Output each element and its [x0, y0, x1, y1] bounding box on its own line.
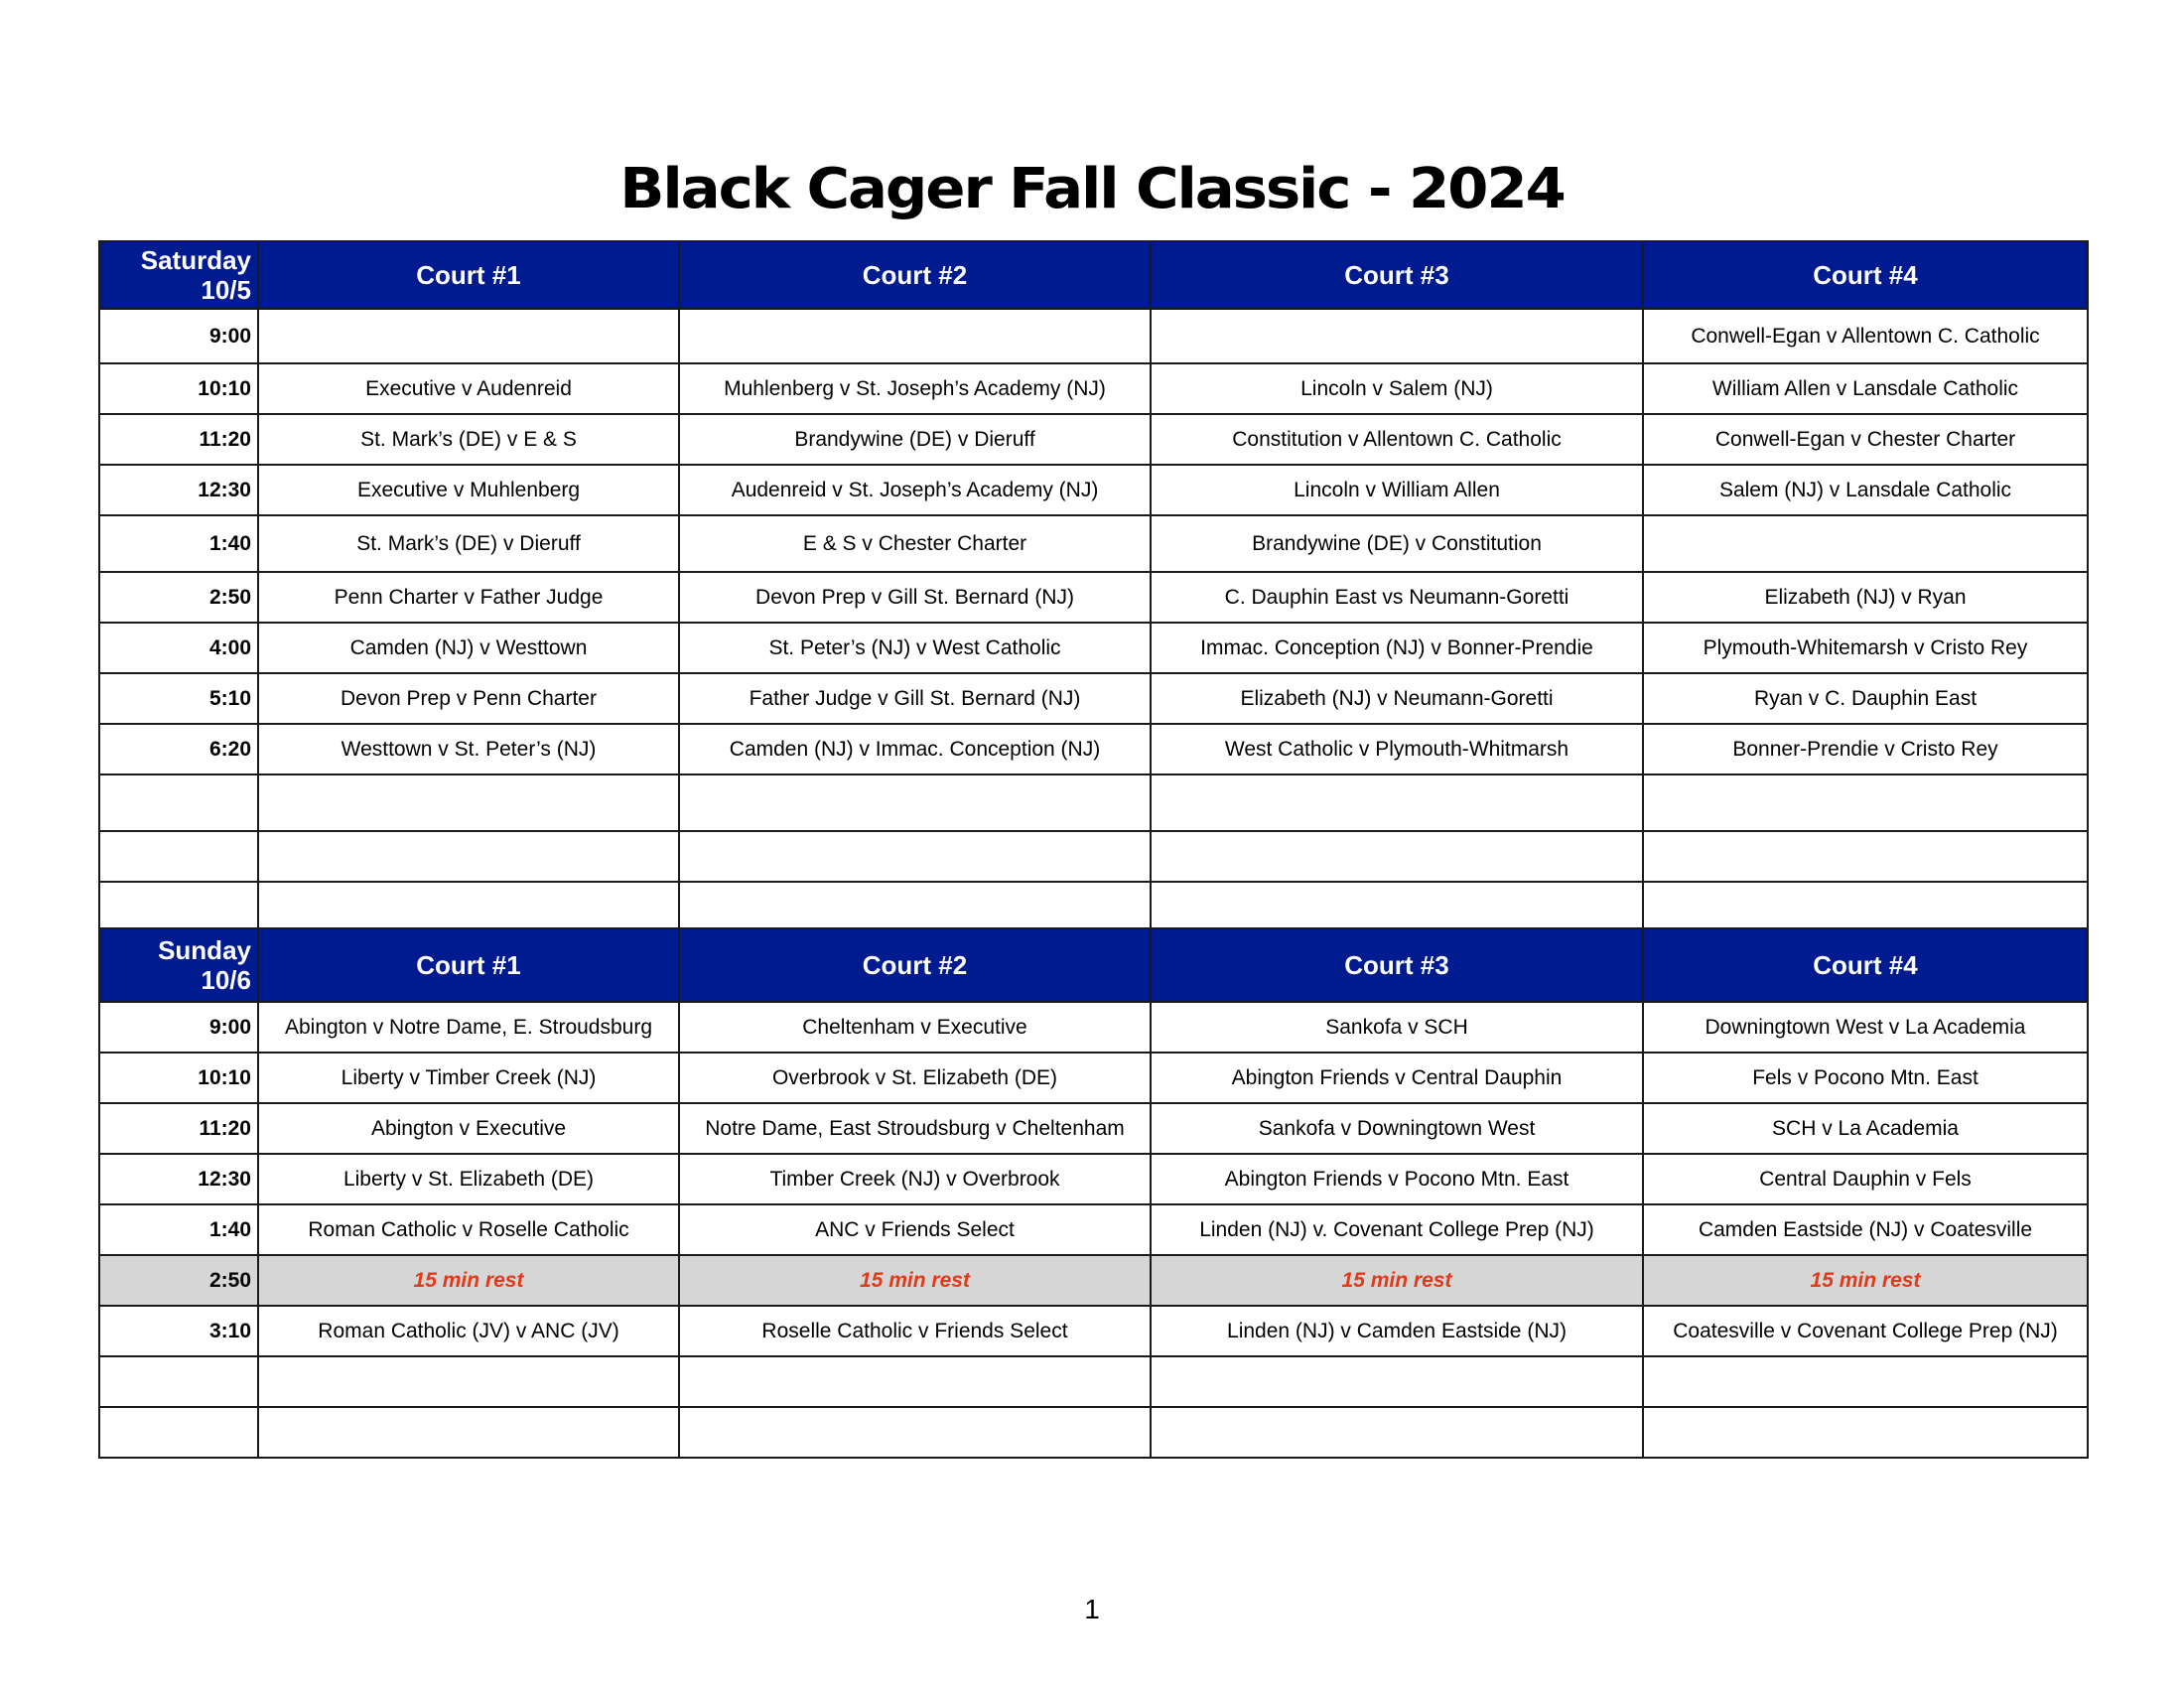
time-cell: 6:20: [99, 724, 258, 774]
time-cell: 5:10: [99, 673, 258, 724]
game-cell: Elizabeth (NJ) v Neumann-Goretti: [1151, 673, 1643, 724]
day-name: Sunday: [158, 935, 251, 965]
game-cell: [258, 831, 679, 882]
game-cell: Abington v Notre Dame, E. Stroudsburg: [258, 1002, 679, 1053]
game-cell: Father Judge v Gill St. Bernard (NJ): [679, 673, 1151, 724]
game-cell: Sankofa v SCH: [1151, 1002, 1643, 1053]
table-row: [99, 414, 2088, 465]
rest-note-cell: 15 min rest: [679, 1255, 1151, 1306]
game-cell: [1643, 774, 2088, 831]
game-cell: [679, 1407, 1151, 1458]
game-cell: Liberty v St. Elizabeth (DE): [258, 1154, 679, 1204]
court-header-2: Court #2: [679, 928, 1151, 1002]
game-cell: Immac. Conception (NJ) v Bonner-Prendie: [1151, 623, 1643, 673]
game-cell: Camden (NJ) v Immac. Conception (NJ): [679, 724, 1151, 774]
day-label-cell: [99, 241, 258, 309]
game-cell: Roman Catholic (JV) v ANC (JV): [258, 1306, 679, 1356]
table-row: [99, 882, 2088, 932]
game-cell: [679, 774, 1151, 831]
time-cell: 1:40: [99, 1204, 258, 1255]
game-cell: Downingtown West v La Academia: [1643, 1002, 2088, 1053]
table-row: [99, 1407, 2088, 1458]
court-header-4: Court #4: [1643, 928, 2088, 1002]
game-cell: Camden (NJ) v Westtown: [258, 623, 679, 673]
game-cell: [258, 309, 679, 363]
time-cell: 10:10: [99, 363, 258, 414]
game-cell: E & S v Chester Charter: [679, 515, 1151, 572]
game-cell: [1151, 309, 1643, 363]
court-header-1: Court #1: [258, 241, 679, 309]
game-cell: St. Mark’s (DE) v Dieruff: [258, 515, 679, 572]
time-cell: 11:20: [99, 1103, 258, 1154]
game-cell: Conwell-Egan v Allentown C. Catholic: [1643, 309, 2088, 363]
table-row: [99, 1204, 2088, 1255]
game-cell: St. Mark’s (DE) v E & S: [258, 414, 679, 465]
game-cell: Bonner-Prendie v Cristo Rey: [1643, 724, 2088, 774]
game-cell: Plymouth-Whitemarsh v Cristo Rey: [1643, 623, 2088, 673]
sunday-header-row: [99, 928, 2088, 1002]
game-cell: SCH v La Academia: [1643, 1103, 2088, 1154]
sunday-schedule-table: [98, 927, 2089, 1459]
game-cell: [258, 1407, 679, 1458]
game-cell: Lincoln v William Allen: [1151, 465, 1643, 515]
game-cell: Brandywine (DE) v Dieruff: [679, 414, 1151, 465]
time-cell: 10:10: [99, 1053, 258, 1103]
page-number: 1: [1084, 1594, 1100, 1624]
game-cell: [679, 1356, 1151, 1407]
game-cell: Notre Dame, East Stroudsburg v Cheltenham: [679, 1103, 1151, 1154]
game-cell: Sankofa v Downingtown West: [1151, 1103, 1643, 1154]
game-cell: [679, 882, 1151, 932]
game-cell: Lincoln v Salem (NJ): [1151, 363, 1643, 414]
game-cell: Brandywine (DE) v Constitution: [1151, 515, 1643, 572]
saturday-schedule-table: [98, 240, 2089, 933]
game-cell: [258, 1356, 679, 1407]
day-date: 10/6: [201, 965, 251, 995]
game-cell: Westtown v St. Peter’s (NJ): [258, 724, 679, 774]
game-cell: [1151, 882, 1643, 932]
game-cell: Liberty v Timber Creek (NJ): [258, 1053, 679, 1103]
game-cell: [1643, 882, 2088, 932]
game-cell: Abington Friends v Central Dauphin: [1151, 1053, 1643, 1103]
time-cell: 2:50: [99, 1255, 258, 1306]
table-row: [99, 363, 2088, 414]
day-name: Saturday: [140, 245, 251, 275]
game-cell: [679, 831, 1151, 882]
game-cell: Roman Catholic v Roselle Catholic: [258, 1204, 679, 1255]
game-cell: Executive v Muhlenberg: [258, 465, 679, 515]
table-row: [99, 465, 2088, 515]
court-header-2: Court #2: [679, 241, 1151, 309]
table-row: [99, 1002, 2088, 1053]
table-row: [99, 1103, 2088, 1154]
game-cell: [258, 882, 679, 932]
game-cell: West Catholic v Plymouth-Whitmarsh: [1151, 724, 1643, 774]
saturday-header-row: [99, 241, 2088, 309]
rest-note-cell: 15 min rest: [1643, 1255, 2088, 1306]
game-cell: [1643, 515, 2088, 572]
game-cell: Abington v Executive: [258, 1103, 679, 1154]
table-row: [99, 774, 2088, 831]
court-header-1: Court #1: [258, 928, 679, 1002]
table-row: [99, 572, 2088, 623]
game-cell: [679, 309, 1151, 363]
time-cell: 9:00: [99, 1002, 258, 1053]
game-cell: Linden (NJ) v Camden Eastside (NJ): [1151, 1306, 1643, 1356]
game-cell: Devon Prep v Gill St. Bernard (NJ): [679, 572, 1151, 623]
table-row: [99, 831, 2088, 882]
time-cell: 1:40: [99, 515, 258, 572]
court-header-4: Court #4: [1643, 241, 2088, 309]
game-cell: Constitution v Allentown C. Catholic: [1151, 414, 1643, 465]
game-cell: Linden (NJ) v. Covenant College Prep (NJ): [1151, 1204, 1643, 1255]
table-row: [99, 1356, 2088, 1407]
game-cell: ANC v Friends Select: [679, 1204, 1151, 1255]
time-cell: [99, 882, 258, 932]
game-cell: Overbrook v St. Elizabeth (DE): [679, 1053, 1151, 1103]
table-row: [99, 515, 2088, 572]
game-cell: Penn Charter v Father Judge: [258, 572, 679, 623]
time-cell: 11:20: [99, 414, 258, 465]
table-row: [99, 673, 2088, 724]
game-cell: Coatesville v Covenant College Prep (NJ): [1643, 1306, 2088, 1356]
time-cell: 12:30: [99, 1154, 258, 1204]
game-cell: [1643, 831, 2088, 882]
game-cell: Conwell-Egan v Chester Charter: [1643, 414, 2088, 465]
game-cell: Salem (NJ) v Lansdale Catholic: [1643, 465, 2088, 515]
page-title: Black Cager Fall Classic - 2024: [619, 157, 1565, 221]
game-cell: St. Peter’s (NJ) v West Catholic: [679, 623, 1151, 673]
time-cell: 9:00: [99, 309, 258, 363]
game-cell: Camden Eastside (NJ) v Coatesville: [1643, 1204, 2088, 1255]
time-cell: [99, 774, 258, 831]
game-cell: Elizabeth (NJ) v Ryan: [1643, 572, 2088, 623]
game-cell: [1643, 1356, 2088, 1407]
court-header-3: Court #3: [1151, 928, 1643, 1002]
game-cell: Roselle Catholic v Friends Select: [679, 1306, 1151, 1356]
table-row: [99, 309, 2088, 363]
time-cell: [99, 831, 258, 882]
game-cell: Cheltenham v Executive: [679, 1002, 1151, 1053]
game-cell: Central Dauphin v Fels: [1643, 1154, 2088, 1204]
rest-row: [99, 1255, 2088, 1306]
game-cell: Ryan v C. Dauphin East: [1643, 673, 2088, 724]
game-cell: Abington Friends v Pocono Mtn. East: [1151, 1154, 1643, 1204]
time-cell: 4:00: [99, 623, 258, 673]
table-row: [99, 1053, 2088, 1103]
table-row: [99, 1154, 2088, 1204]
game-cell: Fels v Pocono Mtn. East: [1643, 1053, 2088, 1103]
game-cell: C. Dauphin East vs Neumann-Goretti: [1151, 572, 1643, 623]
rest-note-cell: 15 min rest: [258, 1255, 679, 1306]
day-date: 10/5: [201, 275, 251, 305]
game-cell: Audenreid v St. Joseph’s Academy (NJ): [679, 465, 1151, 515]
game-cell: Executive v Audenreid: [258, 363, 679, 414]
game-cell: Timber Creek (NJ) v Overbrook: [679, 1154, 1151, 1204]
time-cell: [99, 1356, 258, 1407]
rest-note-cell: 15 min rest: [1151, 1255, 1643, 1306]
game-cell: [1643, 1407, 2088, 1458]
time-cell: [99, 1407, 258, 1458]
time-cell: 3:10: [99, 1306, 258, 1356]
game-cell: [1151, 1356, 1643, 1407]
game-cell: William Allen v Lansdale Catholic: [1643, 363, 2088, 414]
table-row: [99, 1306, 2088, 1356]
court-header-3: Court #3: [1151, 241, 1643, 309]
time-cell: 12:30: [99, 465, 258, 515]
day-label-cell: [99, 928, 258, 1002]
game-cell: [1151, 1407, 1643, 1458]
time-cell: 2:50: [99, 572, 258, 623]
game-cell: [258, 774, 679, 831]
game-cell: Muhlenberg v St. Joseph’s Academy (NJ): [679, 363, 1151, 414]
game-cell: [1151, 774, 1643, 831]
game-cell: Devon Prep v Penn Charter: [258, 673, 679, 724]
table-row: [99, 724, 2088, 774]
game-cell: [1151, 831, 1643, 882]
table-row: [99, 623, 2088, 673]
